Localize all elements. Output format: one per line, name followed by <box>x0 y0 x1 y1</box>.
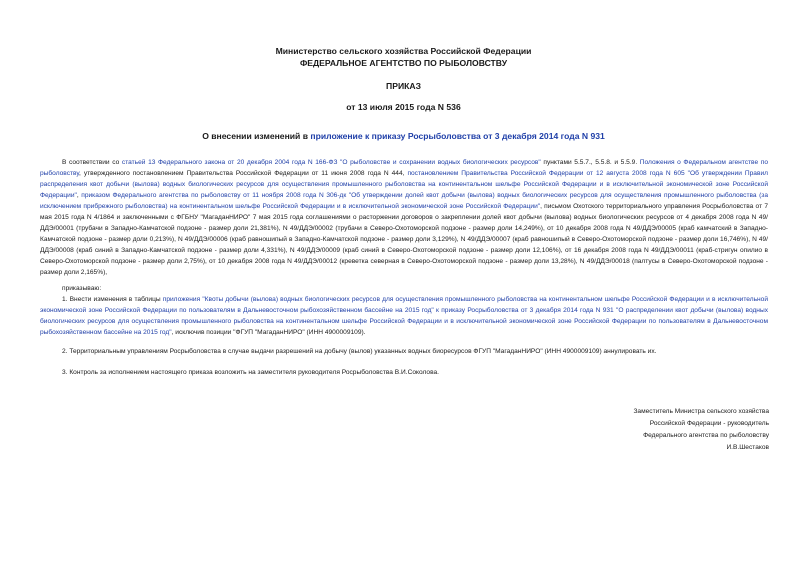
preamble-text-4: , <box>76 192 82 199</box>
item-2-paragraph: 2. Территориальным управлениям Росрыболовства в случае выдачи разрешений на добычу (вылов) указанных водных биоресурсов ФГУП "МагаданНИРО" (ИНН 4900009109) аннулировать их. <box>62 348 657 355</box>
federal-law-link[interactable]: статьей 13 Федерального закона от 20 декабря 2004 года N 166-ФЗ "О рыболовстве и сохранении водных биологических ресурсов" <box>121 159 541 166</box>
agency-order-link[interactable]: приказом Федерального агентства по рыболовству от 11 ноября 2008 года N 306-дк "Об утверждении долей квот добычи (вылова) водных биологических ресурсов для осуществления промышленного рыболовства (за исключением прибрежного рыболовства) на континентальном шельфе Российской Федерации и в исключительной экономической зоне Российской Федерации" <box>40 192 768 210</box>
agency-regulation-link[interactable]: Положения о Федеральном агентстве по рыболовству <box>40 159 768 177</box>
preamble-text-1: В соответствии со <box>62 159 122 166</box>
preamble-paragraph <box>40 157 768 278</box>
document-date-number: от 13 июля 2015 года N 536 <box>346 102 461 112</box>
title-link[interactable]: приложение к приказу Росрыболовства от 3 декабря 2014 года N 931 <box>310 131 605 141</box>
title-prefix: О внесении изменений в <box>202 131 311 141</box>
item-1-text-1: 1. Внести изменения в таблицы <box>62 296 163 303</box>
signature-line-1: Заместитель Министра сельского хозяйства <box>633 408 769 415</box>
document-title <box>0 131 807 141</box>
ministry-heading: Министерство сельского хозяйства Российской Федерации <box>275 46 532 56</box>
document-type: ПРИКАЗ <box>386 81 421 91</box>
preamble-text-2: пунктами 5.5.7., 5.5.8. и 5.5.9. <box>540 159 640 166</box>
signature-line-3: Федерального агентства по рыболовству <box>643 432 769 439</box>
item-1-paragraph <box>40 294 768 338</box>
government-resolution-link[interactable]: постановлением Правительства Российской Федерации от 12 августа 2008 года N 605 "Об утверждении Правил распределения квот добычи (вылова) водных биологических ресурсов для осуществления промышленного рыболовства на континентальном шельфе Российской Федерации и в исключительной экономической зоне Российской Федерации" <box>40 170 768 199</box>
preamble-text-3: , утвержденного постановлением Правительства Российской Федерации от 11 июня 2008 года N 444, <box>79 170 408 177</box>
appendix-link[interactable]: приложения "Квоты добычи (вылова) водных биологических ресурсов для осуществления промышленного рыболовства на континентальном шельфе Российской Федерации и в исключительной экономической зоне Российской Федерации по пользователям в Дальневосточном рыбохозяйственном бассейне на 2015 год" к приказу Росрыболовства от 3 декабря 2014 года N 931 "О распределении квот добычи (вылова) водных биологических ресурсов для осуществления промышленного рыболовства на континентальном шельфе Российской Федерации и в исключительной экономической зоне Российской Федерации по пользователям в Дальневосточном рыбохозяйственном бассейне на 2015 год" <box>40 296 768 336</box>
signatory-name: И.В.Шестаков <box>726 444 769 451</box>
order-word: приказываю: <box>62 285 102 292</box>
preamble-text-5: , письмом Охотского территориального управления Росрыболовства от 7 мая 2015 года N 4/1864 и заключенными с ФГБНУ "МагаданНИРО" 7 мая 2015 года соглашениями о расторжении договоров о закреплении долей квот добычи (вылова) водных биологических ресурсов от 4 декабря 2008 года N 49/ДДЭ/00001 (трубачи в Западно-Камчатской подзоне - размер доли 21,381%), N 49/ДДЭ/00002 (трубачи в Северо-Охотоморской подзоне - размер доли 14,249%), от 10 декабря 2008 года N 49/ДДЭ/00005 (краб камчатский в Западно-Камчатской подзоне - размер доли 0,213%), N 49/ДДЭ/00006 (краб равношипый в Западно-Камчатской подзоне - размер доли 3,129%), N 49/ДДЭ/00007 (краб равношипый в Северо-Охотоморской подзоне - размер доли 16,746%), N 49/ДДЭ/00008 (краб синий в Западно-Камчатской подзоне - размер доли 4,331%), N 49/ДДЭ/00009 (краб синий в Северо-Охотоморской подзоне - размер доли 12,106%), от 16 декабря 2008 года N 49/ДДЭ/00011 (краб-стригун опилио в Северо-Охотоморской подзоне - размер доли 2,75%), от 10 декабря 2008 года N 49/ДДЭ/00012 (креветка северная в Северо-Охотоморской подзоне - размер доли 13,28%), N 49/ДДЭ/00018 (палтусы в Северо-Охотоморской подзоне - размер доли 2,165%), <box>40 203 768 276</box>
agency-heading: ФЕДЕРАЛЬНОЕ АГЕНТСТВО ПО РЫБОЛОВСТВУ <box>299 58 508 68</box>
item-1-text-2: , исключив позиции "ФГУП "МагаданНИРО" (ИНН 4900009109). <box>171 329 366 336</box>
item-3-paragraph: 3. Контроль за исполнением настоящего приказа возложить на заместителя руководителя Росрыболовства В.И.Соколова. <box>62 369 439 376</box>
signature-line-2: Российской Федерации - руководитель <box>649 420 769 427</box>
signature-block <box>509 406 769 454</box>
